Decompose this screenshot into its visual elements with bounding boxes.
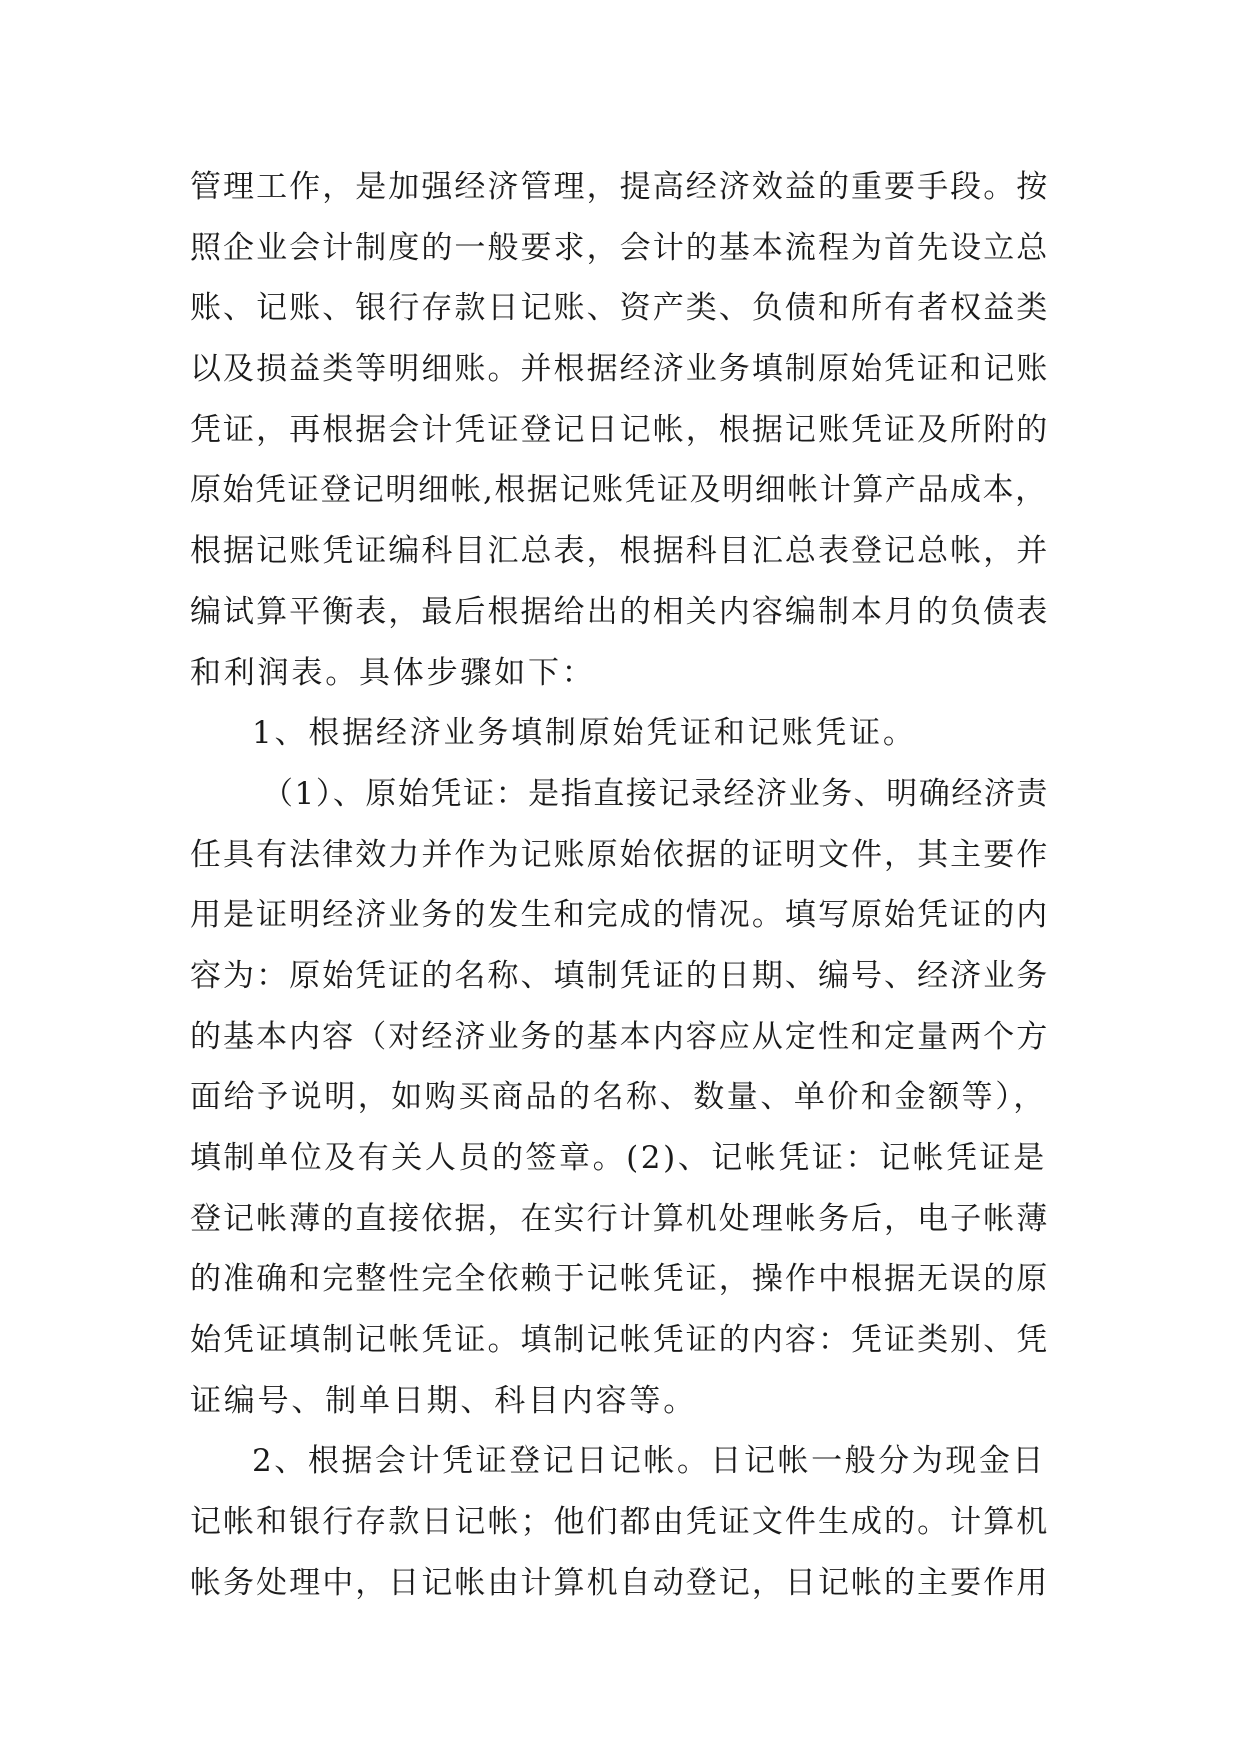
text-line: 面给予说明，如购买商品的名称、数量、单价和金额等）， xyxy=(190,1079,1047,1116)
text-line: 根据记账凭证编科目汇总表，根据科目汇总表登记总帐，并 xyxy=(190,533,1050,570)
body-text xyxy=(190,157,1050,1614)
text-line: 任具有法律效力并作为记账原始依据的证明文件，其主要作 xyxy=(190,836,1050,873)
text-line: 登记帐薄的直接依据，在实行计算机处理帐务后，电子帐薄 xyxy=(190,1200,1050,1237)
text-line: 用是证明经济业务的发生和完成的情况。填写原始凭证的内 xyxy=(190,897,1050,934)
text-line: 以及损益类等明细账。并根据经济业务填制原始凭证和记账 xyxy=(190,351,1050,388)
text-line: 的基本内容（对经济业务的基本内容应从定性和定量两个方 xyxy=(190,1018,1050,1055)
text-line: 容为：原始凭证的名称、填制凭证的日期、编号、经济业务 xyxy=(190,957,1050,994)
list-item-heading: 2、根据会计凭证登记日记帐。日记帐一般分为现金日 xyxy=(252,1443,1046,1480)
sub-item-heading: （1）、原始凭证：是指直接记录经济业务、明确经济责 xyxy=(262,775,1049,812)
text-line: 填制单位及有关人员的签章。(2)、记帐凭证：记帐凭证是 xyxy=(190,1140,1047,1176)
text-line: 和利润表。具体步骤如下： xyxy=(190,654,596,691)
text-line: 照企业会计制度的一般要求，会计的基本流程为首先设立总 xyxy=(190,229,1050,266)
text-line: 凭证，再根据会计凭证登记日记帐，根据记账凭证及所附的 xyxy=(190,411,1050,448)
text-line: 始凭证填制记帐凭证。填制记帐凭证的内容：凭证类别、凭 xyxy=(190,1322,1050,1359)
text-line: 原始凭证登记明细帐,根据记账凭证及明细帐计算产品成本， xyxy=(190,472,1048,509)
list-item-heading: 1、根据经济业务填制原始凭证和记账凭证。 xyxy=(252,715,917,752)
text-line: 证编号、制单日期、科目内容等。 xyxy=(190,1382,697,1419)
text-line: 记帐和银行存款日记帐；他们都由凭证文件生成的。计算机 xyxy=(190,1504,1050,1541)
text-line: 的准确和完整性完全依赖于记帐凭证，操作中根据无误的原 xyxy=(190,1261,1050,1298)
text-line: 管理工作，是加强经济管理，提高经济效益的重要手段。按 xyxy=(190,169,1050,205)
text-line: 帐务处理中，日记帐由计算机自动登记，日记帐的主要作用 xyxy=(190,1564,1050,1601)
text-line: 账、记账、银行存款日记账、资产类、负债和所有者权益类 xyxy=(190,290,1050,327)
text-line: 编试算平衡表，最后根据给出的相关内容编制本月的负债表 xyxy=(190,593,1050,630)
